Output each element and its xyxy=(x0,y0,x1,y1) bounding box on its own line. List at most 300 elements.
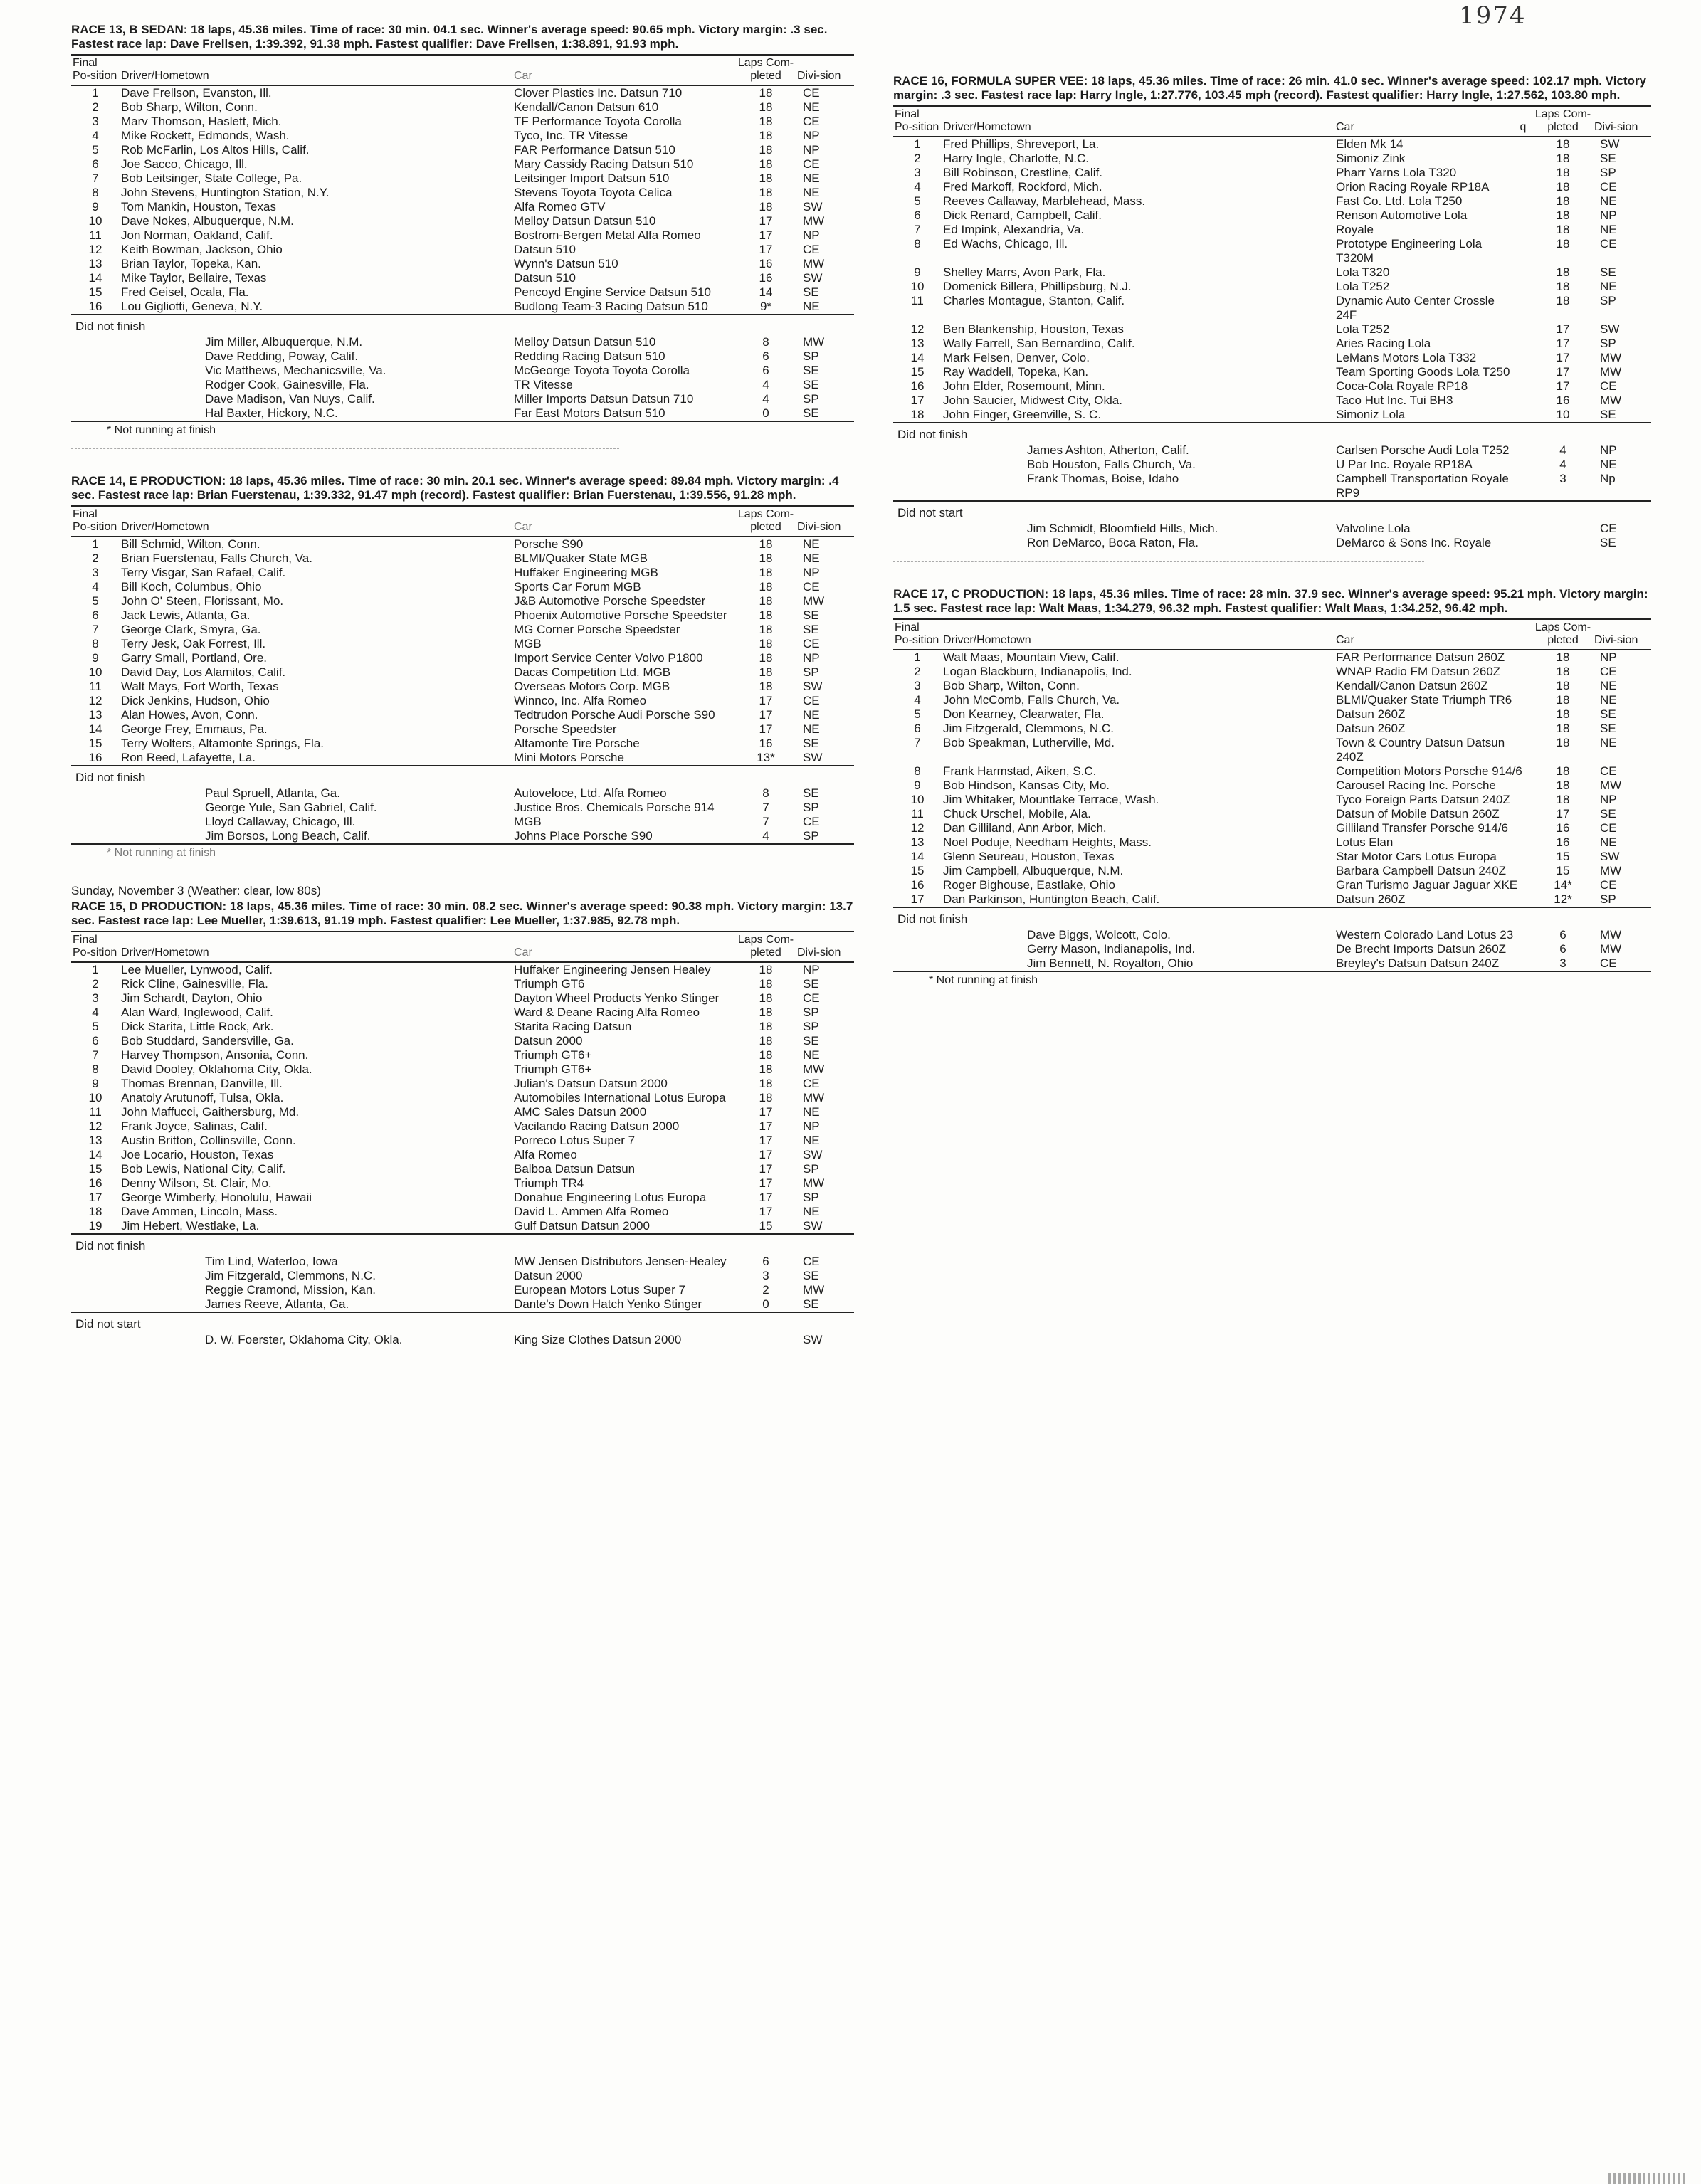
final-position: 9 xyxy=(92,200,99,213)
final-position: 10 xyxy=(88,214,102,228)
result-row xyxy=(71,552,854,566)
division: CE xyxy=(803,815,820,828)
car-name: Aries Racing Lola xyxy=(1336,337,1431,350)
car-name: Gilliland Transfer Porsche 914/6 xyxy=(1336,821,1508,835)
car-name: Johns Place Porsche S90 xyxy=(514,829,653,843)
result-row xyxy=(893,294,1651,322)
division: SE xyxy=(1600,536,1616,549)
final-position: 13 xyxy=(88,1134,102,1147)
col-pos: Final Po-sition xyxy=(73,508,117,533)
result-row xyxy=(893,337,1651,351)
driver-hometown: Dick Starita, Little Rock, Ark. xyxy=(121,1020,274,1033)
car-name: Vacilando Racing Datsun 2000 xyxy=(514,1119,680,1133)
laps-completed: 3 xyxy=(1559,472,1566,485)
col-laps: Laps Com-pleted xyxy=(1534,621,1591,646)
laps-completed: 18 xyxy=(1556,166,1570,179)
col-car: Car xyxy=(1336,121,1354,133)
final-position: 14 xyxy=(910,850,925,863)
division: SP xyxy=(803,349,819,363)
driver-hometown: Reggie Cramond, Mission, Kan. xyxy=(205,1283,376,1297)
division: MW xyxy=(1600,351,1622,364)
laps-completed: 14 xyxy=(759,285,773,299)
final-position: 3 xyxy=(92,566,99,579)
driver-hometown: Chuck Urschel, Mobile, Ala. xyxy=(943,807,1091,821)
laps-completed: 16 xyxy=(1556,835,1570,849)
result-row xyxy=(71,143,854,157)
laps-completed: 18 xyxy=(1556,764,1570,778)
division: NP xyxy=(1600,650,1617,664)
division: NE xyxy=(803,722,820,736)
result-row xyxy=(71,1020,854,1034)
final-position: 14 xyxy=(88,722,102,736)
driver-hometown: John Saucier, Midwest City, Okla. xyxy=(943,394,1122,407)
result-row xyxy=(893,807,1651,821)
car-name: Star Motor Cars Lotus Europa xyxy=(1336,850,1497,863)
final-position xyxy=(71,1269,120,1283)
final-position: 2 xyxy=(914,665,921,678)
division: CE xyxy=(803,1255,820,1268)
dnf-row xyxy=(71,406,854,421)
result-row xyxy=(893,821,1651,835)
final-position: 13 xyxy=(88,257,102,270)
laps-completed: 18 xyxy=(759,143,773,157)
division: CE xyxy=(803,991,820,1005)
driver-hometown: Wally Farrell, San Bernardino, Calif. xyxy=(943,337,1135,350)
driver-hometown: Dave Frellson, Evanston, Ill. xyxy=(121,86,272,100)
result-row xyxy=(71,694,854,708)
laps-completed: 18 xyxy=(1556,693,1570,707)
car-name: Winnco, Inc. Alfa Romeo xyxy=(514,694,647,707)
final-position: 1 xyxy=(92,963,99,976)
car-name: Gran Turismo Jaguar Jaguar XKE xyxy=(1336,878,1518,892)
division: MW xyxy=(1600,394,1622,407)
car-name: Altamonte Tire Porsche xyxy=(514,737,640,750)
laps-completed: 17 xyxy=(759,1105,773,1119)
driver-hometown: Lloyd Callaway, Chicago, Ill. xyxy=(205,815,356,828)
driver-hometown: Frank Harmstad, Aiken, S.C. xyxy=(943,764,1097,778)
result-row xyxy=(893,365,1651,379)
driver-hometown: Glenn Seureau, Houston, Texas xyxy=(943,850,1115,863)
final-position xyxy=(71,392,120,406)
final-position: 8 xyxy=(92,637,99,650)
result-row xyxy=(71,977,854,991)
division: NP xyxy=(803,651,820,665)
car-name: Lola T252 xyxy=(1336,322,1390,336)
left-column xyxy=(71,23,854,1371)
laps-completed: 18 xyxy=(1556,137,1570,151)
qualifier-mark xyxy=(1513,280,1533,294)
laps-completed: 17 xyxy=(1556,322,1570,336)
driver-hometown: Terry Jesk, Oak Forrest, Ill. xyxy=(121,637,266,650)
car-name: Triumph TR4 xyxy=(514,1176,584,1190)
division: NE xyxy=(803,100,820,114)
car-name: Pencoyd Engine Service Datsun 510 xyxy=(514,285,711,299)
dnf-row xyxy=(893,472,1651,501)
dnf-row xyxy=(893,942,1651,956)
result-row xyxy=(893,707,1651,722)
dnf-row xyxy=(71,786,854,801)
laps-completed: 17 xyxy=(759,1176,773,1190)
laps-completed: 18 xyxy=(759,552,773,565)
laps-completed: 3 xyxy=(762,1269,769,1282)
division: NE xyxy=(1600,693,1617,707)
division: SW xyxy=(1600,137,1620,151)
result-row xyxy=(71,1148,854,1162)
division: SP xyxy=(803,801,819,814)
laps-completed: 17 xyxy=(759,214,773,228)
laps-completed: 18 xyxy=(1556,265,1570,279)
driver-hometown: Bob Houston, Falls Church, Va. xyxy=(1027,458,1196,471)
final-position: 9 xyxy=(92,651,99,665)
driver-hometown: Terry Visgar, San Rafael, Calif. xyxy=(121,566,286,579)
divider xyxy=(71,448,619,450)
final-position xyxy=(71,1283,120,1297)
final-position: 11 xyxy=(911,807,924,821)
laps-completed: 7 xyxy=(762,815,769,828)
driver-hometown: Bob Lewis, National City, Calif. xyxy=(121,1162,286,1176)
laps-completed: 17 xyxy=(759,708,773,722)
qualifier-mark xyxy=(1513,137,1533,152)
car-name: J&B Automotive Porsche Speedster xyxy=(514,594,706,608)
results-table xyxy=(71,931,854,1347)
final-position: 9 xyxy=(914,779,921,792)
laps-completed: 18 xyxy=(759,1034,773,1048)
final-position: 6 xyxy=(92,1034,99,1048)
result-row xyxy=(71,623,854,637)
division: NE xyxy=(803,537,820,551)
dnf-row xyxy=(71,815,854,829)
driver-hometown: Jim Campbell, Albuquerque, N.M. xyxy=(943,864,1124,877)
division: SP xyxy=(803,1162,819,1176)
laps-completed: 18 xyxy=(759,608,773,622)
driver-hometown: Mark Felsen, Denver, Colo. xyxy=(943,351,1090,364)
final-position xyxy=(71,829,120,843)
final-position: 10 xyxy=(88,665,102,679)
division: SE xyxy=(1600,152,1616,165)
right-column xyxy=(893,74,1651,1011)
car-name: David L. Ammen Alfa Romeo xyxy=(514,1205,669,1218)
driver-hometown: Ed Wachs, Chicago, Ill. xyxy=(943,237,1068,250)
division: CE xyxy=(803,694,820,707)
division: NE xyxy=(803,1134,820,1147)
car-name: Triumph GT6+ xyxy=(514,1048,592,1062)
car-name: Renson Automotive Lola xyxy=(1336,209,1468,222)
result-row xyxy=(893,665,1651,679)
laps-completed: 17 xyxy=(1556,379,1570,393)
driver-hometown: Bob Leitsinger, State College, Pa. xyxy=(121,172,302,185)
col-laps: Laps Com-pleted xyxy=(737,508,794,533)
final-position: 17 xyxy=(88,1191,102,1204)
car-name: Datsun of Mobile Datsun 260Z xyxy=(1336,807,1500,821)
driver-hometown: Dave Biggs, Wolcott, Colo. xyxy=(1027,928,1171,941)
driver-hometown: Domenick Billera, Phillipsburg, N.J. xyxy=(943,280,1132,293)
driver-hometown: Ron DeMarco, Boca Raton, Fla. xyxy=(1027,536,1199,549)
final-position: 2 xyxy=(92,552,99,565)
division: CE xyxy=(803,637,820,650)
col-driver: Driver/Hometown xyxy=(943,634,1031,646)
driver-hometown: Harry Ingle, Charlotte, N.C. xyxy=(943,152,1090,165)
final-position: 12 xyxy=(88,243,102,256)
division: SW xyxy=(803,1333,823,1346)
division: NP xyxy=(1600,209,1617,222)
division: CE xyxy=(1600,665,1617,678)
driver-hometown: Fred Phillips, Shreveport, La. xyxy=(943,137,1100,151)
result-row xyxy=(893,322,1651,337)
car-name: Simoniz Lola xyxy=(1336,408,1406,421)
driver-hometown: Dave Madison, Van Nuys, Calif. xyxy=(205,392,375,406)
race-title: RACE 16, FORMULA SUPER VEE: 18 laps, 45.36 miles. Time of race: 26 min. 41.0 sec. Winner's average speed: 102.17 mph. Victory margin: .3 sec. Fastest race lap: Harry Ingle, 1:27.776, 103.45 mph (record). Fastest qualifier: Harry Ingle, 1:27.562, 103.80 mph. xyxy=(893,74,1647,102)
laps-completed: 3 xyxy=(1559,956,1566,970)
qualifier-mark xyxy=(1513,180,1533,194)
race-13-section xyxy=(71,23,854,450)
dnf-row xyxy=(71,335,854,349)
driver-hometown: Jim Schardt, Dayton, Ohio xyxy=(121,991,263,1005)
driver-hometown: George Frey, Emmaus, Pa. xyxy=(121,722,268,736)
final-position: 8 xyxy=(914,764,921,778)
driver-hometown: Ben Blankenship, Houston, Texas xyxy=(943,322,1124,336)
scan-smudge xyxy=(1608,2173,1687,2184)
laps-completed: 6 xyxy=(762,349,769,363)
dnf-row xyxy=(893,928,1651,942)
car-name: Import Service Center Volvo P1800 xyxy=(514,651,703,665)
final-position: 11 xyxy=(89,680,102,693)
result-row xyxy=(71,737,854,751)
qualifier-mark xyxy=(1513,209,1533,223)
car-name: Tyco Foreign Parts Datsun 240Z xyxy=(1336,793,1510,806)
dnf-row xyxy=(71,1269,854,1283)
division: NE xyxy=(803,172,820,185)
final-position: 6 xyxy=(92,608,99,622)
final-position: 4 xyxy=(92,129,99,142)
laps-completed: 18 xyxy=(759,537,773,551)
result-row xyxy=(71,665,854,680)
laps-completed: 16 xyxy=(759,271,773,285)
driver-hometown: Brian Taylor, Topeka, Kan. xyxy=(121,257,261,270)
driver-hometown: Austin Britton, Collinsville, Conn. xyxy=(121,1134,296,1147)
car-name: Elden Mk 14 xyxy=(1336,137,1404,151)
laps-completed: 4 xyxy=(1559,458,1566,471)
laps-completed: 18 xyxy=(759,977,773,991)
result-row xyxy=(893,793,1651,807)
car-name: Datsun 2000 xyxy=(514,1269,583,1282)
col-laps: Laps Com-pleted xyxy=(737,934,794,959)
laps-completed: 6 xyxy=(1559,942,1566,956)
final-position: 7 xyxy=(914,223,921,236)
result-row xyxy=(71,566,854,580)
final-position: 3 xyxy=(914,679,921,692)
car-name: Lotus Elan xyxy=(1336,835,1394,849)
laps-completed: 15 xyxy=(1556,850,1570,863)
result-row xyxy=(71,580,854,594)
driver-hometown: Terry Wolters, Altamonte Springs, Fla. xyxy=(121,737,325,750)
driver-hometown: Rodger Cook, Gainesville, Fla. xyxy=(205,378,369,391)
col-car: Car xyxy=(514,521,532,533)
division: SW xyxy=(1600,850,1620,863)
car-name: Gulf Datsun Datsun 2000 xyxy=(514,1219,650,1233)
car-name: Ward & Deane Racing Alfa Romeo xyxy=(514,1006,700,1019)
driver-hometown: Ed Impink, Alexandria, Va. xyxy=(943,223,1085,236)
driver-hometown: Dave Ammen, Lincoln, Mass. xyxy=(121,1205,278,1218)
laps-completed: 8 xyxy=(762,335,769,349)
division: MW xyxy=(803,1062,825,1076)
division: CE xyxy=(1600,522,1617,535)
qualifier-mark xyxy=(1513,379,1533,394)
result-row xyxy=(893,764,1651,779)
car-name: Mini Motors Porsche xyxy=(514,751,624,764)
final-position: 4 xyxy=(92,580,99,594)
result-row xyxy=(71,115,854,129)
laps-completed: 18 xyxy=(759,1077,773,1090)
final-position: 6 xyxy=(92,157,99,171)
car-name: Dayton Wheel Products Yenko Stinger xyxy=(514,991,720,1005)
laps-completed: 18 xyxy=(759,651,773,665)
division: NP xyxy=(803,228,820,242)
division: MW xyxy=(1600,779,1622,792)
car-name: Simoniz Zink xyxy=(1336,152,1406,165)
car-name: MGB xyxy=(514,815,542,828)
final-position: 15 xyxy=(88,737,102,750)
laps-completed: 4 xyxy=(1559,443,1566,457)
col-driver: Driver/Hometown xyxy=(121,70,209,82)
car-name: Porsche Speedster xyxy=(514,722,617,736)
divider xyxy=(893,561,1424,563)
laps-completed: 18 xyxy=(759,129,773,142)
final-position xyxy=(893,928,942,942)
division: NE xyxy=(1600,223,1617,236)
final-position: 16 xyxy=(88,300,102,313)
driver-hometown: Tim Lind, Waterloo, Iowa xyxy=(205,1255,338,1268)
car-name: Coca-Cola Royale RP18 xyxy=(1336,379,1468,393)
driver-hometown: Hal Baxter, Hickory, N.C. xyxy=(205,406,338,420)
laps-completed: 17 xyxy=(759,1119,773,1133)
final-position xyxy=(893,536,942,550)
division: NP xyxy=(803,1119,820,1133)
driver-hometown: Lou Gigliotti, Geneva, N.Y. xyxy=(121,300,263,313)
result-row xyxy=(71,1134,854,1148)
result-row xyxy=(893,850,1651,864)
division: MW xyxy=(803,335,825,349)
car-name: WNAP Radio FM Datsun 260Z xyxy=(1336,665,1501,678)
result-row xyxy=(71,243,854,257)
laps-completed: 18 xyxy=(1556,793,1570,806)
laps-completed: 2 xyxy=(762,1283,769,1297)
laps-completed: 18 xyxy=(1556,707,1570,721)
car-name: Justice Bros. Chemicals Porsche 914 xyxy=(514,801,715,814)
laps-completed: 17 xyxy=(759,1134,773,1147)
car-name: TF Performance Toyota Corolla xyxy=(514,115,682,128)
laps-completed: 18 xyxy=(759,580,773,594)
driver-hometown: Reeves Callaway, Marblehead, Mass. xyxy=(943,194,1146,208)
result-row xyxy=(71,1006,854,1020)
final-position: 14 xyxy=(910,351,925,364)
car-name: Datsun 260Z xyxy=(1336,722,1406,735)
laps-completed: 18 xyxy=(1556,280,1570,293)
car-name: Datsun 2000 xyxy=(514,1034,583,1048)
final-position: 18 xyxy=(910,408,925,421)
result-row xyxy=(893,892,1651,907)
final-position: 15 xyxy=(88,1162,102,1176)
division: CE xyxy=(1600,821,1617,835)
did-not-finish-label: Did not finish xyxy=(893,423,1651,443)
driver-hometown: Thomas Brennan, Danville, Ill. xyxy=(121,1077,283,1090)
car-name: Automobiles International Lotus Europa xyxy=(514,1091,726,1104)
result-row xyxy=(893,265,1651,280)
laps-completed: 18 xyxy=(759,1006,773,1019)
race-title: RACE 17, C PRODUCTION: 18 laps, 45.36 miles. Time of race: 28 min. 37.9 sec. Winner's average speed: 95.21 mph. Victory margin: 1.5 sec. Fastest race lap: Walt Maas, 1:34.279, 96.32 mph. Fastest qualifier: Walt Maas, 1:34.252, 96.42 mph. xyxy=(893,587,1648,615)
col-div: Divi-sion xyxy=(1594,121,1638,133)
car-name: Breyley's Datsun Datsun 240Z xyxy=(1336,956,1500,970)
final-position: 5 xyxy=(92,594,99,608)
race-date: Sunday, November 3 (Weather: clear, low 80s) xyxy=(71,884,321,897)
result-row xyxy=(893,722,1651,736)
car-name: Campbell Transportation Royale RP9 xyxy=(1336,472,1509,500)
laps-completed: 4 xyxy=(762,392,769,406)
qualifier-mark xyxy=(1513,536,1533,550)
driver-hometown: Ron Reed, Lafayette, La. xyxy=(121,751,256,764)
driver-hometown: Alan Howes, Avon, Conn. xyxy=(121,708,258,722)
driver-hometown: Joe Sacco, Chicago, Ill. xyxy=(121,157,248,171)
dns-row xyxy=(71,1333,854,1347)
laps-completed: 18 xyxy=(1556,722,1570,735)
division: CE xyxy=(803,115,820,128)
division: CE xyxy=(803,243,820,256)
col-pos: Final Po-sition xyxy=(73,57,117,82)
dnf-row xyxy=(71,378,854,392)
result-row xyxy=(893,864,1651,878)
driver-hometown: Paul Spruell, Atlanta, Ga. xyxy=(205,786,340,800)
result-row xyxy=(71,1119,854,1134)
result-row xyxy=(71,1048,854,1062)
result-row xyxy=(71,129,854,143)
race-15-section xyxy=(71,884,854,1347)
division: CE xyxy=(1600,180,1617,194)
division: MW xyxy=(803,1091,825,1104)
division: NP xyxy=(1600,443,1617,457)
laps-completed: 18 xyxy=(759,680,773,693)
col-driver: Driver/Hometown xyxy=(121,521,209,533)
did-not-start-label: Did not start xyxy=(71,1312,854,1333)
division: SW xyxy=(803,200,823,213)
car-name: Sports Car Forum MGB xyxy=(514,580,641,594)
division: SP xyxy=(1600,892,1616,906)
car-name: Lola T252 xyxy=(1336,280,1390,293)
qualifier-mark xyxy=(1513,294,1533,322)
qualifier-mark xyxy=(1513,223,1533,237)
laps-completed: 0 xyxy=(762,406,769,420)
driver-hometown: Charles Montague, Stanton, Calif. xyxy=(943,294,1125,307)
final-position: 16 xyxy=(910,379,925,393)
driver-hometown: James Reeve, Atlanta, Ga. xyxy=(205,1297,349,1311)
col-pos: Final Po-sition xyxy=(895,108,939,133)
result-row xyxy=(71,651,854,665)
driver-hometown: John Maffucci, Gaithersburg, Md. xyxy=(121,1105,300,1119)
result-row xyxy=(893,650,1651,665)
division: MW xyxy=(1600,942,1622,956)
final-position: 11 xyxy=(911,294,924,307)
laps-completed: 18 xyxy=(1556,209,1570,222)
did-not-finish-label: Did not finish xyxy=(71,1234,854,1255)
driver-hometown: David Day, Los Alamitos, Calif. xyxy=(121,665,286,679)
result-row xyxy=(71,1219,854,1234)
final-position: 15 xyxy=(910,864,925,877)
result-row xyxy=(893,736,1651,764)
driver-hometown: John Stevens, Huntington Station, N.Y. xyxy=(121,186,330,199)
division: SW xyxy=(803,271,823,285)
car-name: Dacas Competition Ltd. MGB xyxy=(514,665,671,679)
final-position: 8 xyxy=(92,1062,99,1076)
driver-hometown: John McComb, Falls Church, Va. xyxy=(943,693,1120,707)
driver-hometown: Jim Hebert, Westlake, La. xyxy=(121,1219,260,1233)
